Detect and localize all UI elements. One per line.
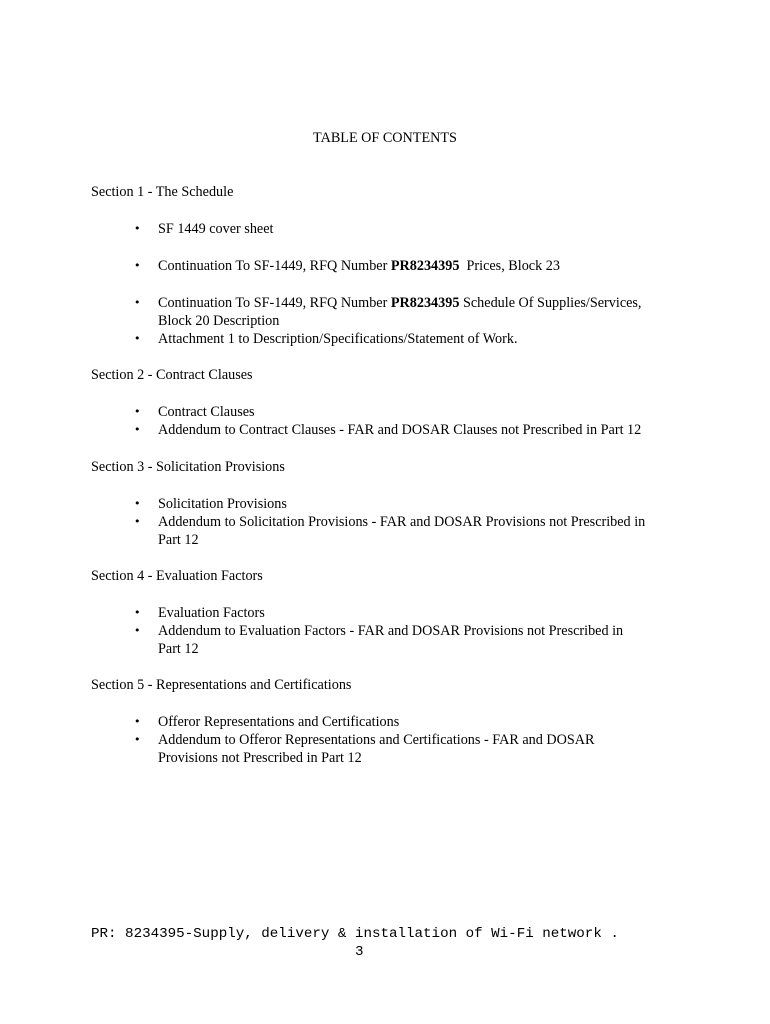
section-4 (91, 567, 701, 658)
item-text-post: Prices, Block 23 (459, 258, 560, 274)
item-text-line2: Part 12 (158, 641, 199, 657)
section-1 (91, 183, 701, 348)
item-text: Addendum to Evaluation Factors - FAR and DOSAR Provisions not Prescribed in (158, 623, 624, 639)
item-text-line2: Part 12 (158, 532, 199, 548)
bullet-icon: • (134, 606, 141, 619)
list-item (91, 403, 701, 421)
list-item (91, 220, 701, 238)
section-item-list (91, 713, 701, 767)
list-item (91, 713, 701, 731)
section-2 (91, 366, 701, 439)
item-text: Offeror Representations and Certifications (158, 714, 400, 730)
bullet-icon: • (134, 497, 141, 510)
bullet-icon: • (134, 715, 141, 728)
section-item-list (91, 220, 701, 348)
list-item (91, 731, 701, 767)
bullet-icon: • (134, 624, 141, 637)
list-item (91, 604, 701, 622)
bullet-icon: • (134, 733, 141, 746)
list-item (91, 257, 701, 275)
rfq-number: PR8234395 (390, 295, 460, 311)
item-text: Attachment 1 to Description/Specifications/Statement of Work. (158, 331, 518, 347)
list-item (91, 294, 701, 330)
section-heading: Section 3 - Solicitation Provisions (91, 459, 285, 475)
section-heading: Section 2 - Contract Clauses (91, 367, 253, 383)
item-text: Addendum to Solicitation Provisions - FAR and DOSAR Provisions not Prescribed in (158, 514, 646, 530)
bullet-icon: • (134, 515, 141, 528)
section-item-list (91, 495, 701, 549)
page-number: 3 (355, 944, 364, 960)
bullet-icon: • (134, 222, 141, 235)
section-item-list (91, 403, 701, 439)
bullet-icon: • (134, 259, 141, 272)
section-heading: Section 5 - Representations and Certifications (91, 677, 352, 693)
item-text: Contract Clauses (158, 404, 255, 420)
rfq-number: PR8234395 (390, 258, 460, 274)
item-text-line2: Block 20 Description (158, 313, 280, 329)
item-text-pre: Continuation To SF-1449, RFQ Number (158, 258, 391, 274)
item-text-line2: Provisions not Prescribed in Part 12 (158, 750, 362, 766)
section-item-list (91, 604, 701, 658)
item-text: Solicitation Provisions (158, 496, 287, 512)
list-item (91, 622, 701, 658)
section-heading: Section 4 - Evaluation Factors (91, 568, 263, 584)
item-text: Addendum to Contract Clauses - FAR and DOSAR Clauses not Prescribed in Part 12 (158, 422, 642, 438)
list-item (91, 513, 701, 549)
section-heading: Section 1 - The Schedule (91, 184, 234, 200)
item-text: SF 1449 cover sheet (158, 221, 274, 237)
page-footer: PR: 8234395-Supply, delivery & installation of Wi-Fi network . (91, 926, 619, 942)
item-text: Addendum to Offeror Representations and Certifications - FAR and DOSAR (158, 732, 595, 748)
list-item (91, 330, 701, 348)
bullet-icon: • (134, 296, 141, 309)
page-title: TABLE OF CONTENTS (313, 130, 457, 146)
item-text-post: Schedule Of Supplies/Services, (459, 295, 642, 311)
section-5 (91, 676, 701, 767)
list-item (91, 495, 701, 513)
item-text: Evaluation Factors (158, 605, 265, 621)
bullet-icon: • (134, 332, 141, 345)
bullet-icon: • (134, 405, 141, 418)
list-item (91, 421, 701, 439)
bullet-icon: • (134, 423, 141, 436)
section-3 (91, 458, 701, 549)
item-text-pre: Continuation To SF-1449, RFQ Number (158, 295, 391, 311)
